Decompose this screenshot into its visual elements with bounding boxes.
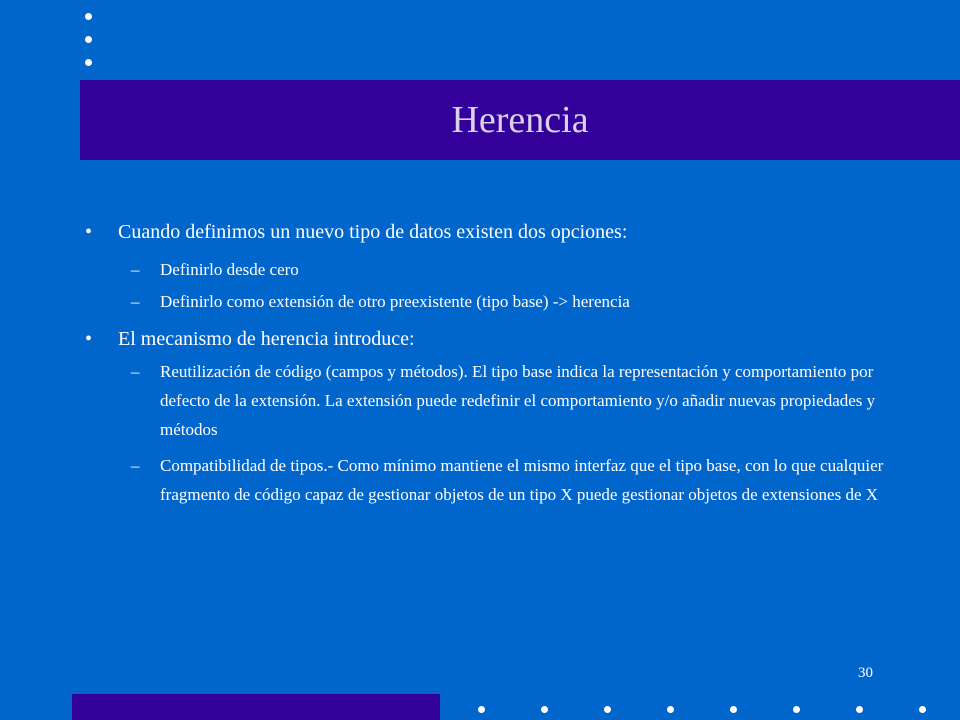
sub-bullet-text: Definirlo desde cero — [160, 260, 299, 279]
sub-bullet-text: Reutilización de código (campos y métodos). El tipo base indica la representación y comportamiento por defecto de la extensión. La extensión puede redefinir el comportamiento y/o añadir nuevas propiedades y métodos — [160, 362, 876, 439]
decor-dot-bottom-5 — [730, 706, 737, 713]
decor-dot-top-2 — [85, 36, 92, 43]
dash-marker: – — [131, 362, 140, 381]
sub-bullet-text: Definirlo como extensión de otro preexistente (tipo base) -> herencia — [160, 292, 630, 311]
dash-marker: – — [131, 260, 140, 279]
sub-bullet-text: Compatibilidad de tipos.- Como mínimo mantiene el mismo interfaz que el tipo base, con lo que cualquier fragmento de código capaz de gestionar objetos de un tipo X puede gestionar objetos de extensiones de X — [160, 456, 884, 504]
decor-dot-bottom-7 — [856, 706, 863, 713]
bullet-text: El mecanismo de herencia introduce: — [118, 328, 415, 350]
dash-marker: – — [131, 292, 140, 311]
decor-dot-bottom-6 — [793, 706, 800, 713]
bullet-marker: • — [85, 328, 93, 350]
slide-title: Herencia — [451, 99, 589, 141]
decor-dot-bottom-4 — [667, 706, 674, 713]
bullet-text: Cuando definimos un nuevo tipo de datos existen dos opciones: — [118, 221, 628, 243]
bullet-marker: • — [85, 221, 93, 243]
decor-dot-bottom-1 — [478, 706, 485, 713]
decor-dot-bottom-3 — [604, 706, 611, 713]
dash-marker: – — [131, 456, 140, 475]
footer-bar — [72, 694, 440, 720]
page-number: 30 — [858, 665, 873, 681]
decor-dot-top-3 — [85, 59, 92, 66]
decor-dot-bottom-8 — [919, 706, 926, 713]
decor-dot-bottom-2 — [541, 706, 548, 713]
decor-dot-top-1 — [85, 13, 92, 20]
